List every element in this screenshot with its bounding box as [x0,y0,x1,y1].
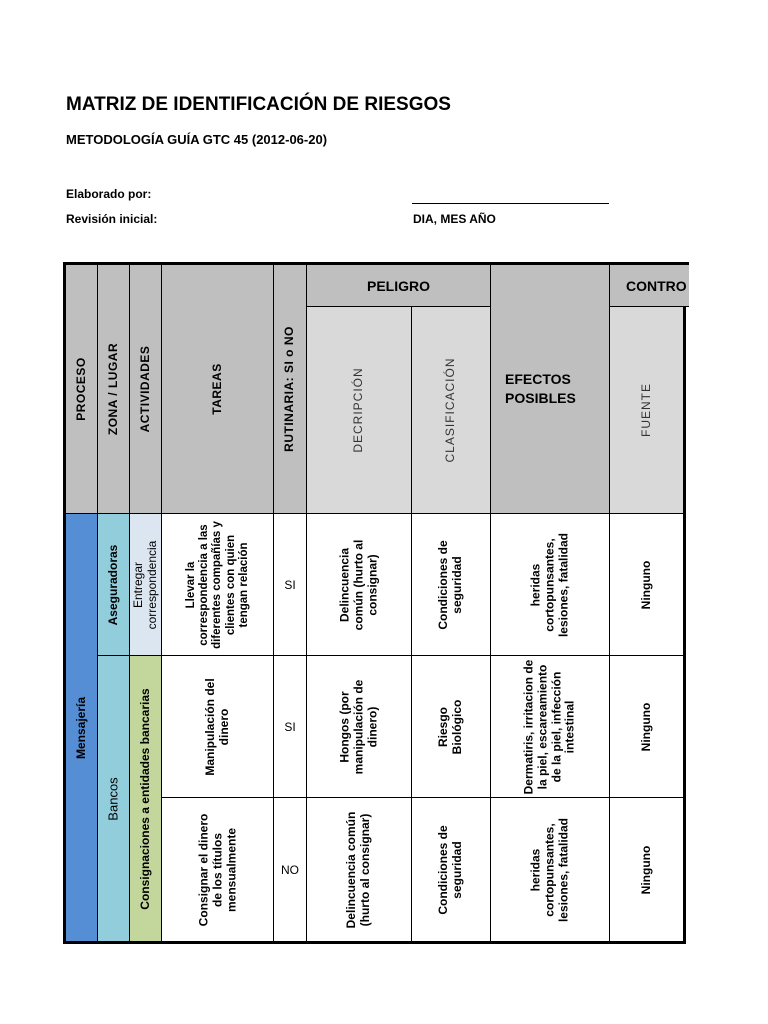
tarea-value-2: Manipulación del dinero [202,677,231,776]
header-clasificacion-text: CLASIFICACIÓN [443,357,458,463]
fuente-value-1: Ninguno [638,560,653,609]
page-subtitle: METODOLOGÍA GUÍA GTC 45 (2012-06-20) [66,132,328,147]
actividad-value-consignaciones: Consignaciones a entidades bancarias [137,687,152,910]
header-controles-text: CONTRO [626,277,687,294]
header-fuente [609,306,686,514]
rutinaria-cell-2 [273,655,307,798]
zona-cell-bancos [97,655,130,944]
rutinaria-value-2: SI [284,719,296,734]
header-rutinaria [273,262,307,514]
efectos-cell-2 [490,655,610,798]
rutinaria-value-3: NO [281,862,299,877]
rutinaria-cell-1 [273,513,307,656]
clasificacion-value-1: Condiciones de seguridad [436,539,464,630]
actividad-cell-entregar [129,513,162,656]
clasificacion-value-2: Riesgo Biológico [436,699,464,754]
fuente-value-2: Ninguno [638,702,653,751]
rutinaria-value-1: SI [284,577,296,592]
tarea-cell-1 [161,513,274,656]
elaborado-label: Elaborado por: [66,187,152,201]
clasificacion-cell-1 [411,513,491,656]
actividad-cell-consignaciones [129,655,162,944]
date-label: DIA, MES AÑO [413,212,496,226]
fuente-value-3: Ninguno [638,845,653,894]
descripcion-cell-2 [306,655,412,798]
zona-value-bancos: Bancos [105,776,121,821]
header-actividades-text: ACTIVIDADES [137,345,152,433]
header-efectos [490,262,610,514]
zona-cell-aseguradoras [97,513,130,656]
efectos-value-1: heridas cortopunsantes, lesiones, fatalidad [528,532,570,637]
header-clasificacion [411,306,491,514]
descripcion-cell-3 [306,797,412,944]
tarea-value-3: Consignar el dinero de los títulos mensualmente [195,813,238,926]
proceso-value: Mensajería [73,696,88,759]
fuente-cell-3 [609,797,686,944]
descripcion-cell-1 [306,513,412,656]
header-peligro-text: PELIGRO [366,277,430,294]
revision-label: Revisión inicial: [66,212,158,226]
tarea-value-1: Llevar la correspondencia a las diferentes compañías y clientes con quien tengan relación [184,520,250,649]
header-rutinaria-text: RUTINARIA: SI o NO [282,326,297,452]
header-proceso [63,262,98,514]
efectos-cell-1 [490,513,610,656]
fuente-cell-1 [609,513,686,656]
header-fuente-text: FUENTE [638,383,653,437]
header-descripcion-text: DECRIPCIÓN [351,367,366,453]
header-zona [97,262,130,514]
efectos-value-3: heridas cortopunsantes, lesiones, fatalidad [528,817,570,922]
header-tareas-text: TAREAS [209,363,224,415]
header-controles [609,262,689,307]
tarea-cell-2 [161,655,274,798]
actividad-value-entregar: Entregar correspondencia [130,540,159,629]
descripcion-value-1: Delincuencia común (hurto al consignar) [337,539,379,630]
clasificacion-cell-2 [411,655,491,798]
clasificacion-cell-3 [411,797,491,944]
header-efectos-text: EFECTOS POSIBLES [505,371,576,406]
fuente-cell-2 [609,655,686,798]
zona-value-aseguradoras: Aseguradoras [105,544,120,625]
descripcion-value-3: Delincuencia común (hurto al consignar) [344,811,372,928]
descripcion-value-2: Hongos (por manipulación de dinero) [337,679,379,774]
page-title: MATRIZ DE IDENTIFICACIÓN DE RIESGOS [66,94,451,115]
rutinaria-cell-3 [273,797,307,944]
clasificacion-value-3: Condiciones de seguridad [436,824,464,915]
header-zona-text: ZONA / LUGAR [105,342,120,436]
header-descripcion [306,306,412,514]
header-proceso-text: PROCESO [73,357,88,421]
efectos-value-2: Dermatiris, irritacion de la piel, escareamiento de la piel, infección intestinal [521,659,577,794]
header-peligro [306,262,491,307]
header-tareas [161,262,274,514]
proceso-cell [63,513,98,944]
header-actividades [129,262,162,514]
tarea-cell-3 [161,797,274,944]
efectos-cell-3 [490,797,610,944]
